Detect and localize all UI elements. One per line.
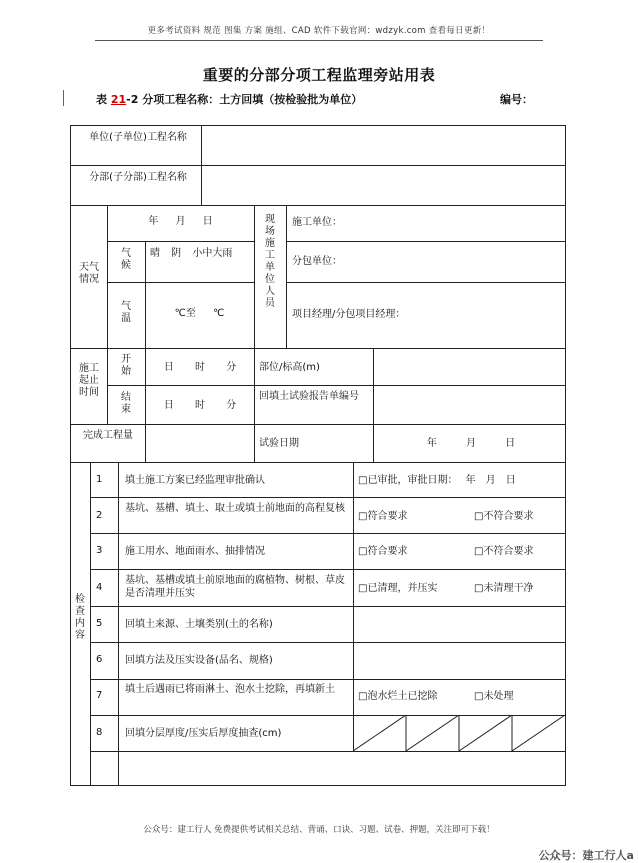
sub-project-label: 分部(子分部)工程名称 [89,172,187,183]
item-result: □已审批，审批日期： 年 月 日 [358,475,516,486]
col-line [145,241,146,348]
row-line [90,533,566,534]
revision-mark [63,90,64,106]
col-line [145,348,146,424]
item-text: 填土施工方案已经监理审批确认 [125,475,265,486]
col-line [90,462,91,786]
item-number: 4 [96,582,103,593]
col-line [373,348,374,462]
footer-note: 公众号：建工行人 免费提供考试相关总结、背诵、口诀、习题、试卷、押题，关注即可下载！ [143,825,495,835]
unit-project-label: 单位(子单位)工程名称 [89,132,187,143]
test-date-value: 年 月 日 [426,438,516,449]
backfill-report-label: 回填土试验报告单编号 [259,391,359,402]
row-line [286,241,566,242]
table-subtitle: 表 21-2 分项工程名称：土方回填（按检验批为单位） [96,93,363,106]
row-line [90,679,566,680]
item-number: 1 [96,474,103,485]
item-option: □未清理干净 [474,583,534,594]
item-option: □不符合要求 [474,511,534,522]
form-title: 重要的分部分项工程监理旁站用表 [202,66,436,84]
col-line [353,462,354,751]
col-line [118,462,119,786]
item-text: 基坑、基槽、填土、取土或填土前地面的高程复核 [125,503,345,514]
item-text: 填土后遇雨已将雨淋土、泡水土挖除，再填新土 [125,684,335,695]
item-number: 5 [96,618,103,629]
start-label: 开始 [121,354,131,377]
header-divider [95,40,543,41]
col-line [254,205,255,462]
row-line [90,751,566,752]
row-line [90,569,566,570]
weather-label: 天气情况 [79,262,99,285]
row-line [90,497,566,498]
temperature-label: 气温 [121,301,131,324]
col-line [107,205,108,424]
item-text: 施工用水、地面雨水、抽排情况 [125,546,265,557]
climate-options: 晴 阴 小中大雨 [150,248,233,259]
row-line [70,205,566,206]
construction-period-label: 施工起止时间 [79,363,99,398]
item-number: 7 [96,690,103,701]
row-line [90,642,566,643]
item-option: □未处理 [474,691,514,702]
col-line [201,125,202,205]
climate-label: 气候 [121,248,131,271]
item-option: □不符合要求 [474,546,534,557]
start-time: 日 时 分 [163,362,237,373]
row-line [107,385,566,386]
row-line [70,165,566,166]
item-text: 基坑、基槽或填土前原地面的腐植物、树根、草皮是否清理并压实 [125,575,345,599]
thickness-check-cells [353,715,566,751]
watermark: 公众号：建工行人a [538,849,634,862]
item-option: □符合要求 [358,546,408,557]
completion-quantity-label: 完成工程量 [83,430,133,441]
site-personnel-label: 现场施工单位人员 [265,214,275,309]
project-manager-label: 项目经理/分包项目经理： [292,309,406,320]
row-line [70,462,566,463]
test-date-label: 试验日期 [259,438,299,449]
weather-date: 年 月 日 [148,216,213,227]
end-label: 结束 [121,392,131,415]
item-option: □泡水烂土已挖除 [358,691,438,702]
item-number: 3 [96,545,103,556]
header-banner: 更多考试资料 规范 图集 方案 施组、CAD 软件下载官网：wdzyk.com 查看每日更新！ [147,26,491,36]
construction-unit-label: 施工单位： [292,217,342,228]
item-text: 回填分层厚度/压实后厚度抽查(cm) [125,728,282,739]
subcontract-unit-label: 分包单位： [292,256,342,267]
item-number: 2 [96,510,103,521]
table-number: 21 [110,93,127,106]
number-label: 编号： [500,93,533,106]
temperature-range: ℃至 ℃ [174,308,225,319]
inspection-label: 检查内容 [75,594,85,641]
item-text: 回填方法及压实设备(品名、规格) [125,655,273,666]
item-number: 8 [96,727,103,738]
item-text: 回填土来源、土壤类别(土的名称) [125,619,273,630]
col-line [286,205,287,348]
row-line [107,241,254,242]
item-option: □已清理，并压实 [358,583,438,594]
position-elevation-label: 部位/标高(m) [259,362,320,373]
row-line [90,606,566,607]
col-line [145,424,146,462]
item-option: □符合要求 [358,511,408,522]
row-line [286,282,566,283]
end-time: 日 时 分 [163,400,237,411]
item-number: 6 [96,654,103,665]
row-line [107,282,254,283]
